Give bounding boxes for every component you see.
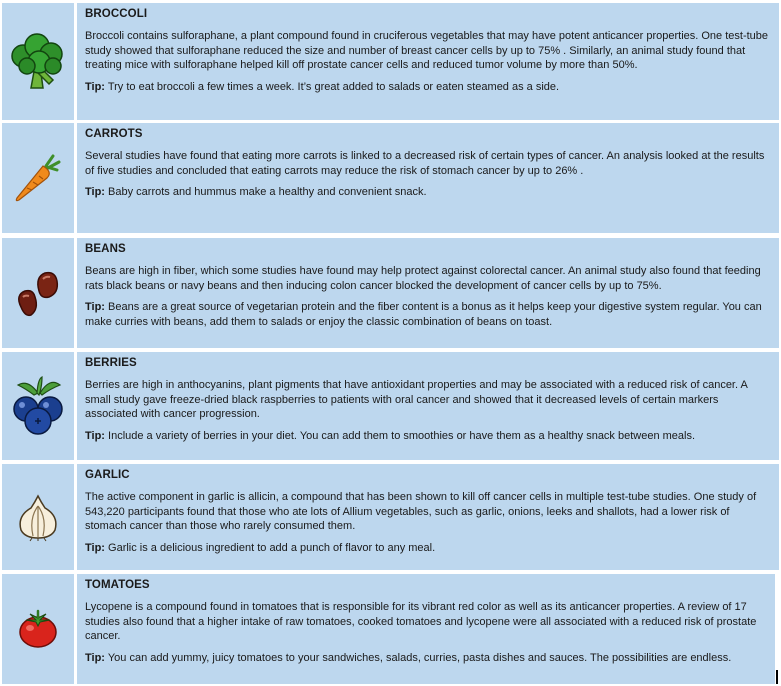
food-description: Berries are high in anthocyanins, plant pigments that have antioxidant properties and may be associated with a reduced risk of cancer. A small study gave freeze-dried black raspberries to patients with oral cancer and showed that it decreased levels of certain markers associated with cancer progression. [85, 379, 748, 421]
icon-cell [2, 123, 77, 233]
food-title: GARLIC [85, 469, 130, 481]
tip-label: Tip: [85, 186, 105, 199]
food-title: BEANS [85, 243, 126, 255]
food-title: BROCCOLI [85, 8, 148, 20]
text-cursor [776, 670, 778, 684]
tip-label: Tip: [85, 541, 105, 554]
broccoli-icon [9, 32, 67, 92]
food-description: Beans are high in fiber, which some studies have found may help protect against colorectal cancer. An animal study also found that feeding rats black beans or navy beans and then inducing colon cancer blocked the development of cancer cells by up to 75%. [85, 265, 761, 292]
tip-text: Garlic is a delicious ingredient to add a punch of flavor to any meal. [108, 541, 436, 554]
food-tip [85, 300, 771, 329]
icon-cell [2, 352, 77, 460]
food-title: BERRIES [85, 357, 137, 369]
food-tip [85, 541, 771, 556]
text-cell [77, 574, 775, 684]
food-row-garlic [2, 464, 779, 570]
berries-icon [8, 375, 68, 437]
tomato-icon [16, 608, 60, 650]
tip-label: Tip: [85, 301, 105, 314]
tip-text: Baby carrots and hummus make a healthy and convenient snack. [108, 186, 427, 199]
tip-text: Include a variety of berries in your diet. You can add them to smoothies or have them as a healthy snack between meals. [108, 429, 696, 442]
food-tip [85, 651, 767, 666]
tip-label: Tip: [85, 80, 105, 93]
text-cell [77, 123, 779, 233]
tip-text: Beans are a great source of vegetarian protein and the fiber content is a bonus as it helps keep your digestive system regular. You can make curries with beans, add them to salads or enjoy the classic combination of beans on toast. [85, 301, 762, 328]
icon-cell [2, 464, 77, 570]
text-cell [77, 238, 779, 348]
text-cell [77, 464, 779, 570]
food-title: CARROTS [85, 128, 143, 140]
food-row-broccoli [2, 3, 779, 120]
tip-text: Try to eat broccoli a few times a week. It’s great added to salads or eaten steamed as a side. [107, 80, 560, 93]
icon-cell [2, 238, 77, 348]
food-row-carrots [2, 123, 779, 233]
food-description: Several studies have found that eating more carrots is linked to a decreased risk of certain types of cancer. An analysis looked at the results of five studies and concluded that eating carrots may reduce the risk of stomach cancer by up to 26% . [85, 150, 765, 177]
food-row-berries [2, 352, 779, 460]
carrot-icon [13, 152, 63, 204]
garlic-icon [15, 492, 61, 542]
food-title: TOMATOES [85, 579, 150, 591]
text-cell [77, 3, 779, 120]
beans-icon [11, 265, 65, 321]
food-tip [85, 429, 771, 444]
food-tip [85, 185, 771, 200]
icon-cell [2, 3, 77, 120]
tip-label: Tip: [85, 429, 105, 442]
tip-text: You can add yummy, juicy tomatoes to your sandwiches, salads, curries, pasta dishes and sauces. The possibilities are endless. [107, 651, 732, 664]
food-row-tomatoes [2, 574, 775, 684]
tip-label: Tip: [85, 651, 105, 664]
food-row-beans [2, 238, 779, 348]
food-tip [85, 80, 771, 95]
food-description: The active component in garlic is allicin, a compound that has been shown to kill off cancer cells in multiple test-tube studies. One study of 543,220 participants found that those who ate lots of Allium vegetables, such as garlic, onions, leeks and shallots, had a lower risk of stomach cancer than those who rarely consumed them. [85, 491, 757, 533]
text-cell [77, 352, 779, 460]
food-description: Lycopene is a compound found in tomatoes that is responsible for its vibrant red color as well as its anticancer properties. A review of 17 studies also found that a higher intake of raw tomatoes, cooked tomatoes and lycopene were all associated with a reduced risk of prostate cancer. [85, 601, 757, 643]
food-description: Broccoli contains sulforaphane, a plant compound found in cruciferous vegetables that may have potent anticancer properties. One test-tube study showed that sulforaphane reduced the size and number of breast cancer cells by up to 75% . Similarly, an animal study found that treating mice with sulforaphane helped kill off prostate cancer cells and reduced tumor volume by more than 50%. [85, 30, 769, 72]
icon-cell [2, 574, 77, 684]
